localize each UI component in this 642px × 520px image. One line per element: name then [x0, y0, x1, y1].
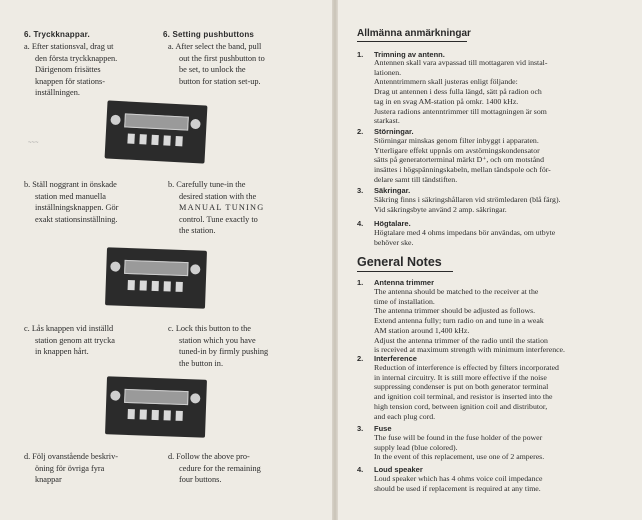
en-item-1-text: The antenna should be matched to the receiver at the time of installation. The antenna trimmer should be adjusted as follows. Extend antenna fully; turn radio on and tune in a weak AM station around 1,400 kHz. Adjust the antenna trimmer of the radio until the station is received at maximum strength with minimum interference. — [374, 287, 565, 355]
en-item-4-heading: Loud speaker — [374, 465, 423, 474]
sv-item-2-number: 2. — [357, 127, 364, 136]
heading-swedish: 6. Tryckknappar. — [24, 30, 90, 39]
page-fold — [332, 0, 338, 520]
section-title-english: General Notes — [357, 255, 453, 272]
sv-item-3-number: 3. — [357, 186, 364, 195]
step-b-english: b. Carefully tune-in the desired station with the MANUAL TUNING control. Tune exactly to the station. — [168, 180, 265, 236]
en-item-2-heading: Interference — [374, 354, 417, 363]
sv-item-4-number: 4. — [357, 219, 364, 228]
en-item-3-text: The fuse will be found in the fuse holder of the power supply lead (blue colored). In the event of this replacement, use one of 2 amperes. — [374, 433, 545, 462]
step-a-swedish: a. Efter stationsval, drag ut den första tryckknappen. Därigenom frisättes knappen för stations- inställningen. — [24, 42, 118, 98]
en-item-2-text: Reduction of interference is effected by filters incorporated in internal circuitry. It is still more effective if the noise suppressing condenser is put on both generator terminal and ignition coil terminal, and resistor is inserted into the high tension cord, between ignition coil and distributor, and each plug cord. — [374, 363, 559, 421]
radio-photo-2 — [105, 247, 207, 308]
en-item-1-heading: Antenna trimmer — [374, 278, 435, 287]
heading-english: 6. Setting pushbuttons — [163, 30, 255, 39]
sv-item-2-text: Störningar minskas genom filter inbyggt i apparaten. Ytterligare effekt uppnås om avstörningskondensator sätts på generatorterminal märkt D⁺, och om motstånd insättes i högspänningskabeln, mellan tändspole och för- delare samt till tändstiften. — [374, 136, 551, 184]
step-c-english: c. Lock this button to the station which you have tuned-in by firmly pushing the button in. — [168, 324, 269, 368]
en-item-1-number: 1. — [357, 278, 364, 287]
radio-photo-3 — [105, 376, 207, 437]
en-item-3-number: 3. — [357, 424, 364, 433]
sv-item-4-heading: Högtalare. — [374, 219, 411, 228]
pencil-mark: ~~~ — [28, 140, 39, 146]
sv-item-4-text: Högtalare med 4 ohms impedans bör användas, om utbyte behöver ske. — [374, 228, 556, 247]
sv-item-1-heading: Trimning av antenn. — [374, 50, 445, 59]
sv-item-1-text: Antennen skall vara avpassad till mottagaren vid instal- lationen. Antenntrimmern skall justeras enligt följande: Drag ut antennen i dess fulla längd, sätt på radion och tag in en svag AM-station på omkr. 1400 kHz. Justera radions antenntrimmer till mottagningen är som starkast. — [374, 58, 548, 126]
sv-item-3-text: Säkring finns i säkringshållaren vid strömledaren (blå färg). Vid säkringsbyte använd 2 amp. säkringar. — [374, 195, 561, 214]
sv-item-3-heading: Säkringar. — [374, 186, 411, 195]
step-d-swedish: d. Följ ovanstående beskriv- öning för övriga fyra knappar — [24, 452, 119, 485]
radio-photo-1 — [105, 100, 208, 163]
step-b-swedish: b. Ställ noggrant in önskade station med manuella inställningsknappen. Gör exakt stationsinställning. — [24, 180, 119, 224]
sv-item-2-heading: Störningar. — [374, 127, 414, 136]
section-title-swedish: Allmänna anmärkningar — [357, 28, 471, 42]
step-d-english: d. Follow the above pro- cedure for the remaining four buttons. — [168, 452, 261, 485]
sv-item-1-number: 1. — [357, 50, 364, 59]
step-c-swedish: c. Lås knappen vid inställd station genom att trycka in knappen hårt. — [24, 324, 115, 357]
en-item-4-number: 4. — [357, 465, 364, 474]
en-item-4-text: Loud speaker which has 4 ohms voice coil impedance should be used if replacement is required at any time. — [374, 474, 543, 493]
step-a-english: a. After select the band, pull out the first pushbutton to be set, to unlock the button for station set-up. — [168, 42, 265, 86]
en-item-3-heading: Fuse — [374, 424, 392, 433]
en-item-2-number: 2. — [357, 354, 364, 363]
